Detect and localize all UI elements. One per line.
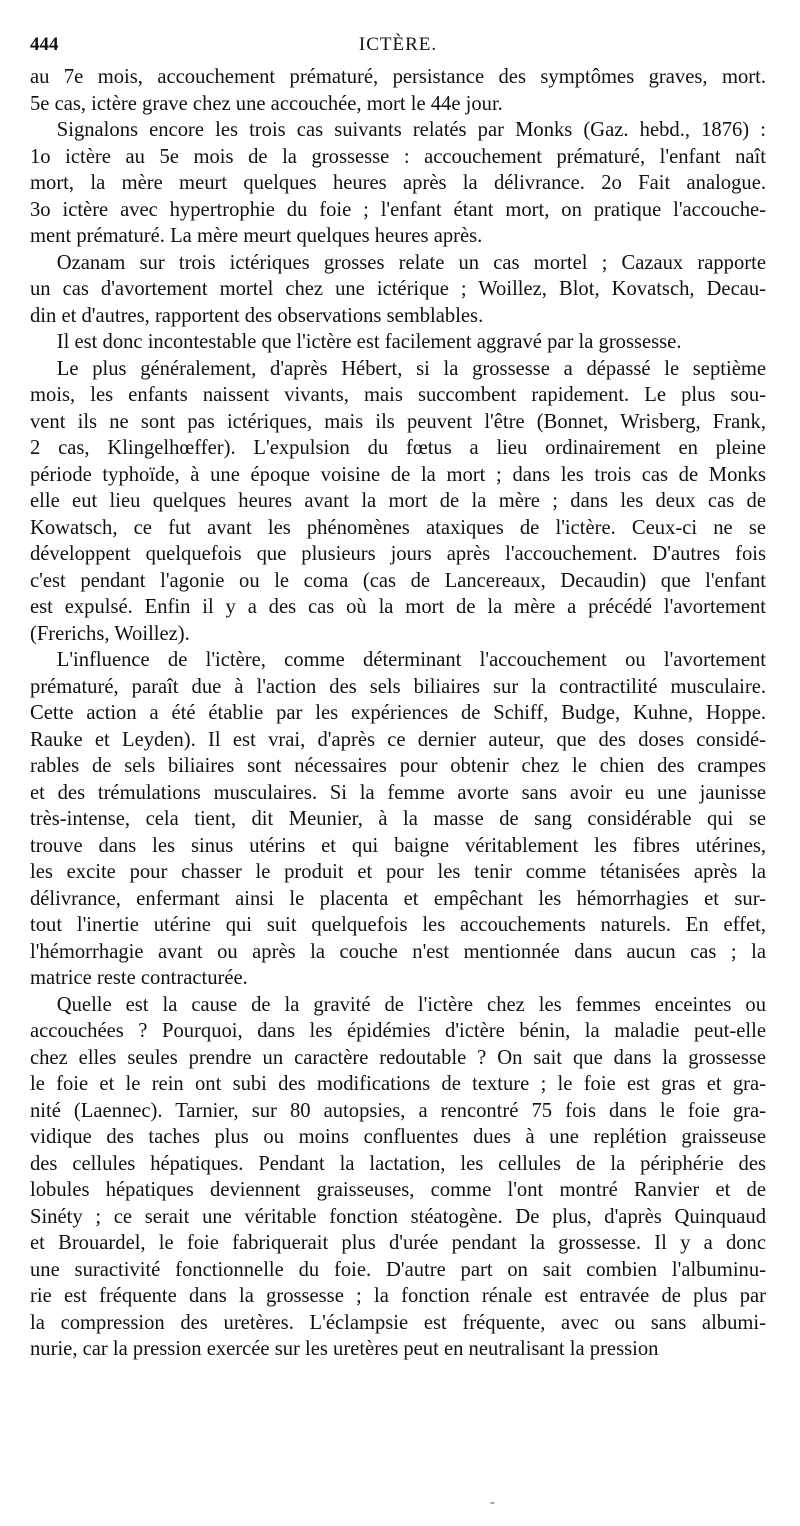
text-line: (Frerichs, Woillez). (30, 622, 190, 645)
paragraph (30, 64, 766, 117)
text-line: Kowatsch, ce fut avant les phénomènes ataxiques de l'ictère. Ceux-ci ne se (30, 516, 766, 539)
text-line: et des trémulations musculaires. Si la femme avorte sans avoir eu une jaunisse (30, 781, 766, 804)
text-line: Cette action a été établie par les expériences de Schiff, Budge, Kuhne, Hoppe. (30, 702, 766, 724)
text-line: rables de sels biliaires sont nécessaires pour obtenir chez le chien des crampes (30, 755, 766, 777)
text-line: lobules hépatiques deviennent graisseuses, comme l'ont montré Ranvier et de (30, 1179, 766, 1201)
footer-mark: - (490, 1495, 495, 1510)
text-line: 1o ictère au 5e mois de la grossesse : accouchement prématuré, l'enfant naît (30, 145, 766, 168)
text-line: rie est fréquente dans la grossesse ; la fonction rénale est entravée de plus par (30, 1285, 766, 1307)
text-line: est expulsé. Enfin il y a des cas où la mort de la mère a précédé l'avortement (30, 596, 766, 618)
text-line: nité (Laennec). Tarnier, sur 80 autopsies, a rencontré 75 fois dans le foie gra- (30, 1099, 766, 1122)
text-line: prématuré, paraît due à l'action des sels biliaires sur la contractilité musculaire. (30, 675, 766, 698)
text-line: Rauke et Leyden). Il est vrai, d'après ce dernier auteur, que des doses considé- (30, 728, 766, 751)
page (30, 28, 766, 1363)
text-line: la compression des uretères. L'éclampsie est fréquente, avec ou sans albumi- (30, 1311, 766, 1334)
text-line: din et d'autres, rapportent des observations semblables. (30, 304, 484, 327)
text-line: l'hémorrhagie avant ou après la couche n'est mentionnée dans aucun cas ; la (30, 940, 766, 963)
text-line: mois, les enfants naissent vivants, mais succombent rapidement. Le plus sou- (30, 384, 766, 406)
text-line: Quelle est la cause de la gravité de l'ictère chez les femmes enceintes ou (56, 993, 766, 1016)
text-line: période typhoïde, à une époque voisine de la mort ; dans les trois cas de Monks (30, 463, 766, 486)
text-line: mort, la mère meurt quelques heures après la délivrance. 2o Fait analogue. (30, 172, 766, 194)
text-line: Il est donc incontestable que l'ictère est facilement aggravé par la grossesse. (56, 331, 682, 353)
text-line: elle eut lieu quelques heures avant la mort de la mère ; dans les deux cas de (30, 490, 766, 512)
text-line: tout l'inertie utérine qui suit quelquefois les accouchements naturels. En effet, (30, 914, 766, 936)
text-line: 3o ictère avec hypertrophie du foie ; l'enfant étant mort, on pratique l'accouche- (30, 198, 766, 221)
text-line: des cellules hépatiques. Pendant la lactation, les cellules de la périphérie des (30, 1152, 766, 1175)
text-line: trouve dans les sinus utérins et qui baigne véritablement les fibres utérines, (30, 834, 766, 857)
paragraph (30, 117, 766, 250)
paragraph (30, 647, 766, 992)
text-line: L'influence de l'ictère, comme déterminant l'accouchement ou l'avortement (56, 649, 766, 671)
text-line: développent quelquefois que plusieurs jours après l'accouchement. D'autres fois (30, 543, 766, 565)
text-line: un cas d'avortement mortel chez une ictérique ; Woillez, Blot, Kovatsch, Decau- (30, 278, 766, 300)
text-line: matrice reste contracturée. (30, 967, 248, 989)
text-line: c'est pendant l'agonie ou le coma (cas de Lancereaux, Decaudin) que l'enfant (30, 569, 766, 592)
text-line: 5e cas, ictère grave chez une accouchée, mort le 44e jour. (30, 92, 503, 115)
text-line: les excite pour chasser le produit et pour les tenir comme tétanisées après la (30, 861, 766, 883)
paragraph (30, 329, 766, 356)
paragraph (30, 250, 766, 330)
text-line: chez elles seules prendre un caractère redoutable ? On sait que dans la grossesse (30, 1046, 766, 1069)
text-line: accouchées ? Pourquoi, dans les épidémies d'ictère bénin, la maladie peut-elle (30, 1020, 766, 1042)
text-line: Sinéty ; ce serait une véritable fonction stéatogène. De plus, d'après Quinquaud (30, 1205, 766, 1228)
text-line: délivrance, enfermant ainsi le placenta et empêchant les hémorrhagies et sur- (30, 887, 766, 910)
text-line: vent ils ne sont pas ictériques, mais ils peuvent l'être (Bonnet, Wrisberg, Frank, (30, 410, 766, 433)
text-line: ment prématuré. La mère meurt quelques heures après. (30, 225, 483, 247)
text-line: une suractivité fonctionnelle du foie. D'autre part on sait combien l'albuminu- (30, 1258, 766, 1281)
text-line: Signalons encore les trois cas suivants relatés par Monks (Gaz. hebd., 1876) : (56, 119, 766, 141)
page-number: 444 (30, 34, 59, 55)
text-line: le foie et le rein ont subi des modifications de texture ; le foie est gras et gra- (30, 1073, 766, 1095)
paragraph (30, 356, 766, 648)
paragraph (30, 992, 766, 1363)
text-line: au 7e mois, accouchement prématuré, persistance des symptômes graves, mort. (30, 66, 766, 88)
text-line: et Brouardel, le foie fabriquerait plus d'urée pendant la grossesse. Il y a donc (30, 1232, 766, 1254)
text-line: très-intense, cela tient, dit Meunier, à la masse de sang considérable qui se (30, 808, 766, 830)
running-title: ICTÈRE. (358, 34, 438, 55)
text-line: nurie, car la pression exercée sur les uretères peut en neutralisant la pression (30, 1338, 659, 1360)
running-head (30, 28, 766, 64)
text-line: Le plus généralement, d'après Hébert, si la grossesse a dépassé le septième (56, 357, 766, 380)
text-line: vidique des taches plus ou moins confluentes dues à une replétion graisseuse (30, 1126, 766, 1148)
body-text (30, 64, 766, 1363)
text-line: 2 cas, Klingelhœffer). L'expulsion du fœtus a lieu ordinairement en pleine (30, 437, 766, 459)
text-line: Ozanam sur trois ictériques grosses relate un cas mortel ; Cazaux rapporte (56, 251, 766, 274)
